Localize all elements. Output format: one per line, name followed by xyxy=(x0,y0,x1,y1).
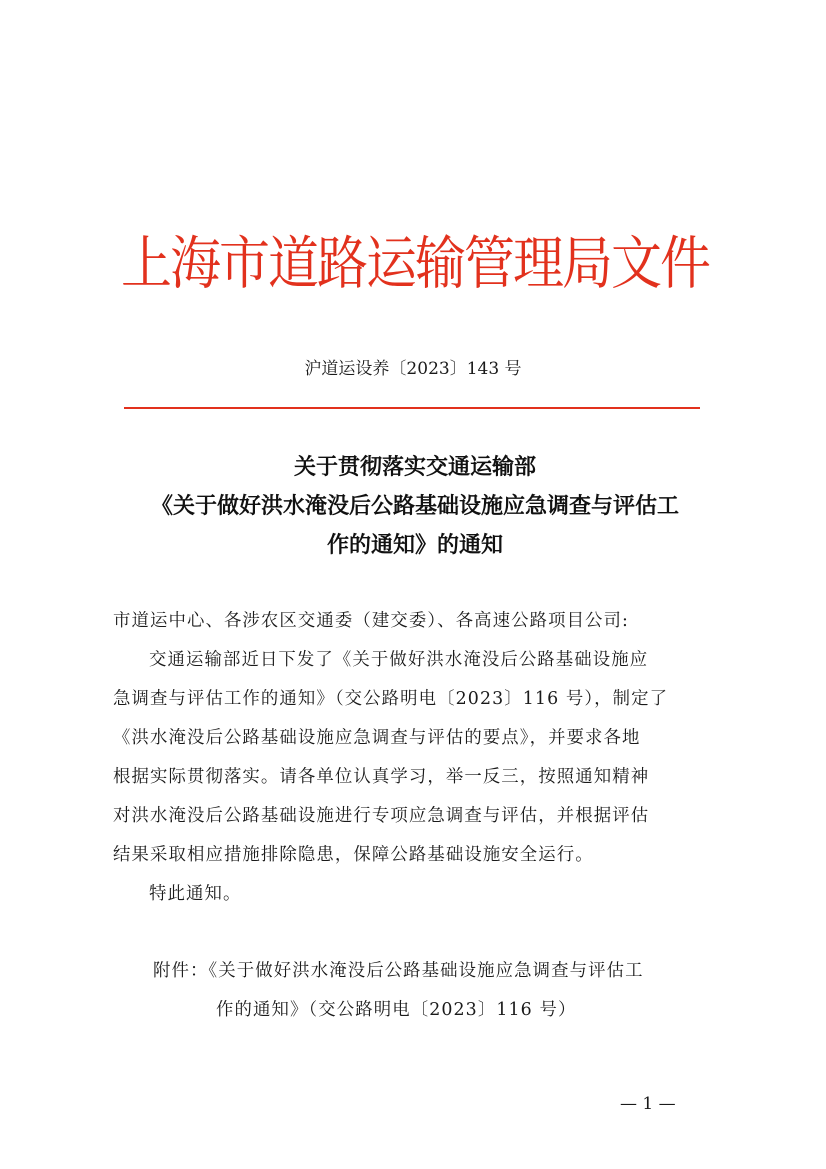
addressee-line: 市道运中心、各涉农区交通委（建交委）、各高速公路项目公司: xyxy=(113,611,629,631)
attachment-title: 《关于做好洪水淹没后公路基础设施应急调查与评估工 xyxy=(208,961,644,981)
body-line: 对洪水淹没后公路基础设施进行专项应急调查与评估，并根据评估 xyxy=(113,806,650,826)
attachment-label: 附件： xyxy=(153,961,209,981)
red-divider-line xyxy=(124,407,700,409)
page-number: — 1 — xyxy=(620,1094,676,1114)
closing-paragraph xyxy=(113,875,723,914)
body-line: 《洪水淹没后公路基础设施应急调查与评估的要点》，并要求各地 xyxy=(113,728,641,748)
attachment-section xyxy=(153,952,733,1030)
body-line: 结果采取相应措施排除隐患，保障公路基础设施安全运行。 xyxy=(113,845,594,865)
closing-line: 特此通知。 xyxy=(149,884,242,904)
attachment-line: 作的通知》（交公路明电〔2023〕116 号） xyxy=(216,1000,577,1020)
addressee xyxy=(113,602,723,641)
body-line: 交通运输部近日下发了《关于做好洪水淹没后公路基础设施应 xyxy=(149,650,649,670)
body-line: 根据实际贯彻落实。请各单位认真学习，举一反三，按照通知精神 xyxy=(113,767,650,787)
document-masthead: 上海市道路运输管理局文件 xyxy=(120,231,709,298)
title-line: 关于贯彻落实交通运输部 xyxy=(293,455,536,480)
body-line: 急调查与评估工作的通知》（交公路明电〔2023〕116 号），制定了 xyxy=(113,689,669,709)
document-title xyxy=(100,448,730,565)
body-paragraph xyxy=(113,641,723,875)
title-line: 《关于做好洪水淹没后公路基础设施应急调查与评估工 xyxy=(150,494,679,519)
title-line: 作的通知》的通知 xyxy=(326,533,503,558)
attachment-line xyxy=(153,952,733,991)
document-number: 沪道运设养〔2023〕143 号 xyxy=(304,359,522,379)
